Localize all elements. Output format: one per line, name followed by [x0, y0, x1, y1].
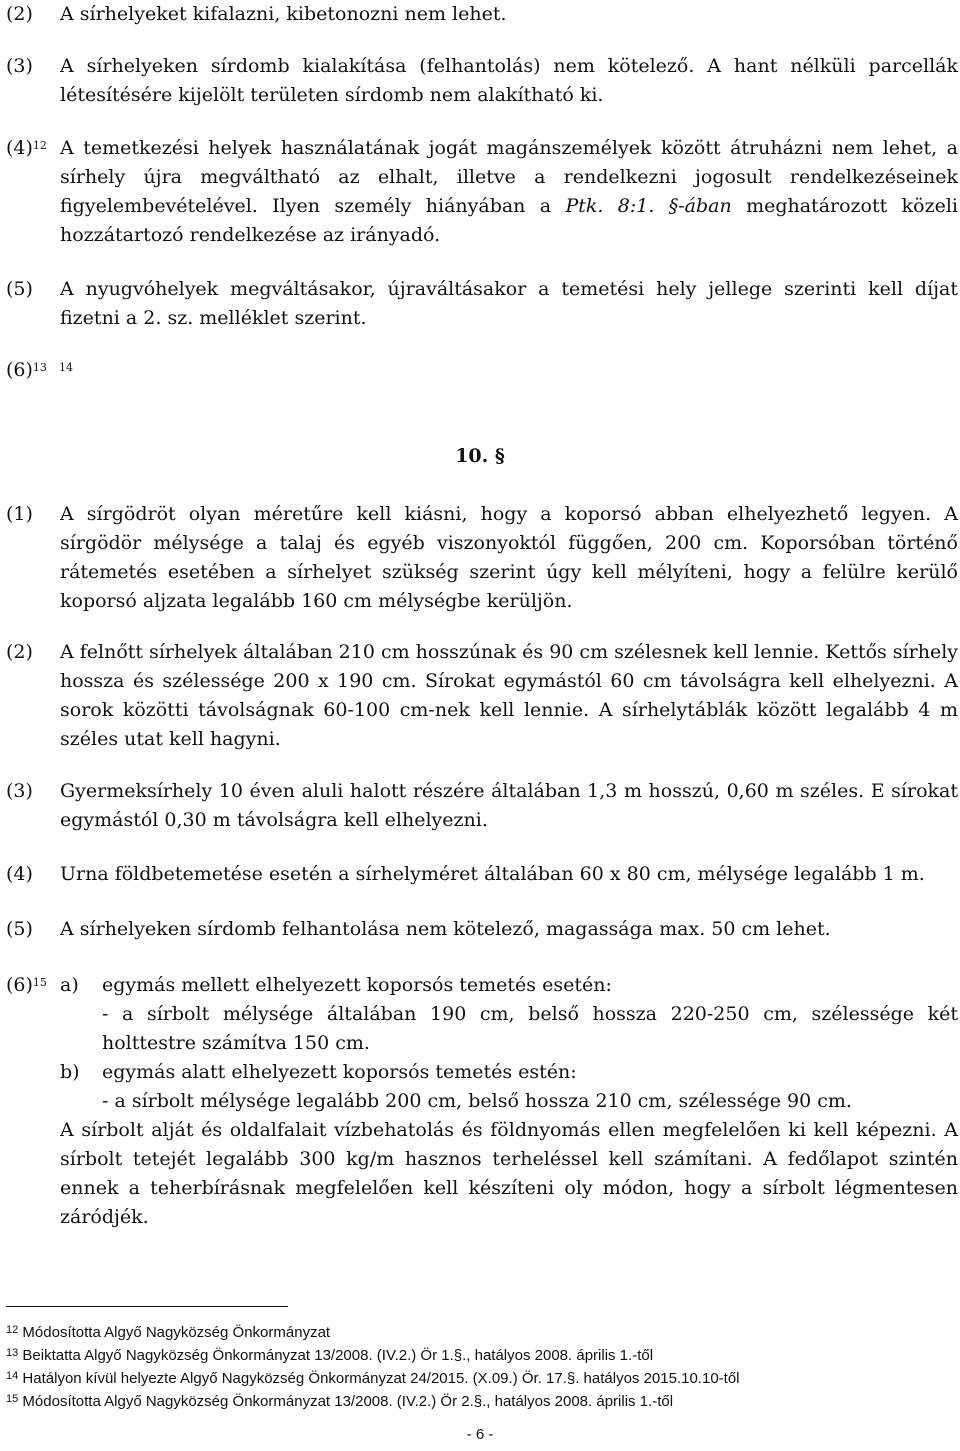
footnote-ref[interactable]: 14 — [59, 361, 74, 374]
paragraph-text: A sírgödröt olyan méretűre kell kiásni, hogy a koporsó abban elhelyezhető legyen. A sírgödör mélysége a talaj és egyéb viszonyoktól függően, 200 cm. Koporsóban történő rátemetés esetében a sírhelyet szükség szerint úgy kell mélyíteni, hogy a felülre kerülő koporsó aljzata legalább 160 cm mélységbe kerüljön. — [60, 503, 958, 612]
paragraph-number: (6) — [6, 359, 33, 381]
footnote-text: Módosította Algyő Nagyközség Önkormányzat 13/2008. (IV.2.) Ör 2.§., hatályos 2008. április 1.-től — [22, 1393, 674, 1410]
section-title: 10. § — [455, 445, 505, 467]
footnote-text: Beiktatta Algyő Nagyközség Önkormányzat 13/2008. (IV.2.) Ör 1.§., hatályos 2008. április 1.-től — [22, 1347, 654, 1364]
subitem-b — [6, 1058, 958, 1116]
paragraph-5 — [6, 275, 958, 333]
footnote-ref[interactable]: 12 — [32, 139, 47, 152]
subitem-detail: - a sírbolt mélysége általában 190 cm, belső hossza 220-250 cm, szélessége két holttestre számítva 150 cm. — [102, 1003, 958, 1054]
subitem-detail: - a sírbolt mélysége legalább 200 cm, belső hossza 210 cm, szélessége 90 cm. — [102, 1090, 852, 1112]
section-paragraph-2 — [6, 638, 958, 754]
paragraph-number: (5) — [6, 918, 33, 940]
footnote — [6, 1369, 956, 1388]
subitem-a — [6, 971, 958, 1058]
page-number: - 6 - — [466, 1426, 494, 1443]
subitem-text: egymás mellett elhelyezett koporsós temetés esetén: - a sírbolt mélysége általában 190 cm, belső hossza 220-250 cm, szélessége két holttestre számítva 150 cm. — [102, 971, 958, 1058]
paragraph-text: Urna földbetemetése esetén a sírhelyméret általában 60 x 80 cm, mélysége legalább 1 m. — [60, 863, 925, 885]
footnote-mark: 15 — [6, 1393, 19, 1405]
paragraph-text: A sírhelyeken sírdomb felhantolása nem kötelező, magassága max. 50 cm lehet. — [60, 918, 831, 940]
closing-text: A sírbolt alját és oldalfalait vízbehatolás és földnyomás ellen megfelelően ki kell képezni. A sírbolt tetejét legalább 300 kg/m hasznos terheléssel kell számítani. A fedőlapot szintén ennek a teherbírásnak megfelelően kell készíteni oly módon, hogy a sírbolt légmentesen záródjék. — [60, 1119, 958, 1228]
paragraph-2 — [6, 0, 958, 29]
footnote-mark: 14 — [6, 1370, 19, 1382]
paragraph-4 — [6, 134, 958, 250]
paragraph-number: (1) — [6, 503, 33, 525]
paragraph-number: (3) — [6, 780, 33, 802]
paragraph-number: (4) — [6, 863, 33, 885]
paragraph-3 — [6, 52, 958, 110]
legal-reference: Ptk. 8:1. §-ában — [565, 195, 732, 217]
subitem-label: a) — [60, 974, 79, 996]
footnote — [6, 1392, 956, 1411]
paragraph-text: Gyermeksírhely 10 éven aluli halott részére általában 1,3 m hosszú, 0,60 m széles. E sírokat egymástól 0,30 m távolságra kell elhelyezni. — [60, 780, 958, 831]
footnote-ref[interactable]: 15 — [32, 976, 47, 989]
paragraph-text: A felnőtt sírhelyek általában 210 cm hosszúnak és 90 cm szélesnek kell lennie. Kettős sírhely hossza és szélessége 200 x 190 cm. Sírokat egymástól 60 cm távolságra kell elhelyezni. A sorok közötti távolságnak 60-100 cm-nek kell lennie. A sírhelytáblák között legalább 4 m széles utat kell hagyni. — [60, 641, 959, 750]
footnote-divider — [6, 1306, 288, 1307]
paragraph-number: (5) — [6, 278, 33, 300]
paragraph-text: A nyugvóhelyek megváltásakor, újraváltásakor a temetési hely jellege szerinti kell díjat fizetni a 2. sz. melléklet szerint. — [60, 278, 958, 329]
footnote-ref[interactable]: 13 — [32, 361, 47, 374]
section-paragraph-3 — [6, 777, 958, 835]
paragraph-number: (2) — [6, 3, 33, 25]
section-paragraph-5 — [6, 915, 958, 944]
section-paragraph-1 — [6, 500, 958, 616]
footnote-text: Hatályon kívül helyezte Algyő Nagyközség Önkormányzat 24/2015. (X.09.) Ör. 17.§. hatályos 2015.10.10-től — [22, 1370, 740, 1387]
footnote-text: Módosította Algyő Nagyközség Önkormányzat — [22, 1324, 331, 1341]
paragraph-number: (6) — [6, 974, 33, 996]
footnote-mark: 12 — [6, 1324, 19, 1336]
footnote — [6, 1323, 956, 1342]
footnote — [6, 1346, 956, 1365]
paragraph-number: (4) — [6, 137, 33, 159]
paragraph-text: A sírhelyeket kifalazni, kibetonozni nem lehet. — [60, 3, 507, 25]
section-paragraph-4 — [6, 860, 958, 889]
subitem-text: egymás alatt elhelyezett koporsós temetés estén: - a sírbolt mélysége legalább 200 cm, belső hossza 210 cm, szélessége 90 cm. — [102, 1058, 958, 1116]
subitem-label: b) — [60, 1061, 80, 1083]
paragraph-number: (2) — [6, 641, 33, 663]
section-paragraph-6 — [6, 971, 958, 1232]
paragraph-text: A temetkezési helyek használatának jogát magánszemélyek között átruházni nem lehet, a sírhely újra megváltható az elhalt, illetve a rendelkezni jogosult rendelkezéseinek figyelembevételével. Ilyen személy hiányában a Ptk. 8:1. §-ában meghatározott közeli hozzátartozó rendelkezése az irányadó. — [60, 137, 958, 246]
footnote-mark: 13 — [6, 1347, 19, 1359]
paragraph-text: A sírhelyeken sírdomb kialakítása (felhantolás) nem kötelező. A hant nélküli parcellák létesítésére kijelölt területen sírdomb nem alakítható ki. — [60, 55, 958, 106]
paragraph-number: (3) — [6, 55, 33, 77]
